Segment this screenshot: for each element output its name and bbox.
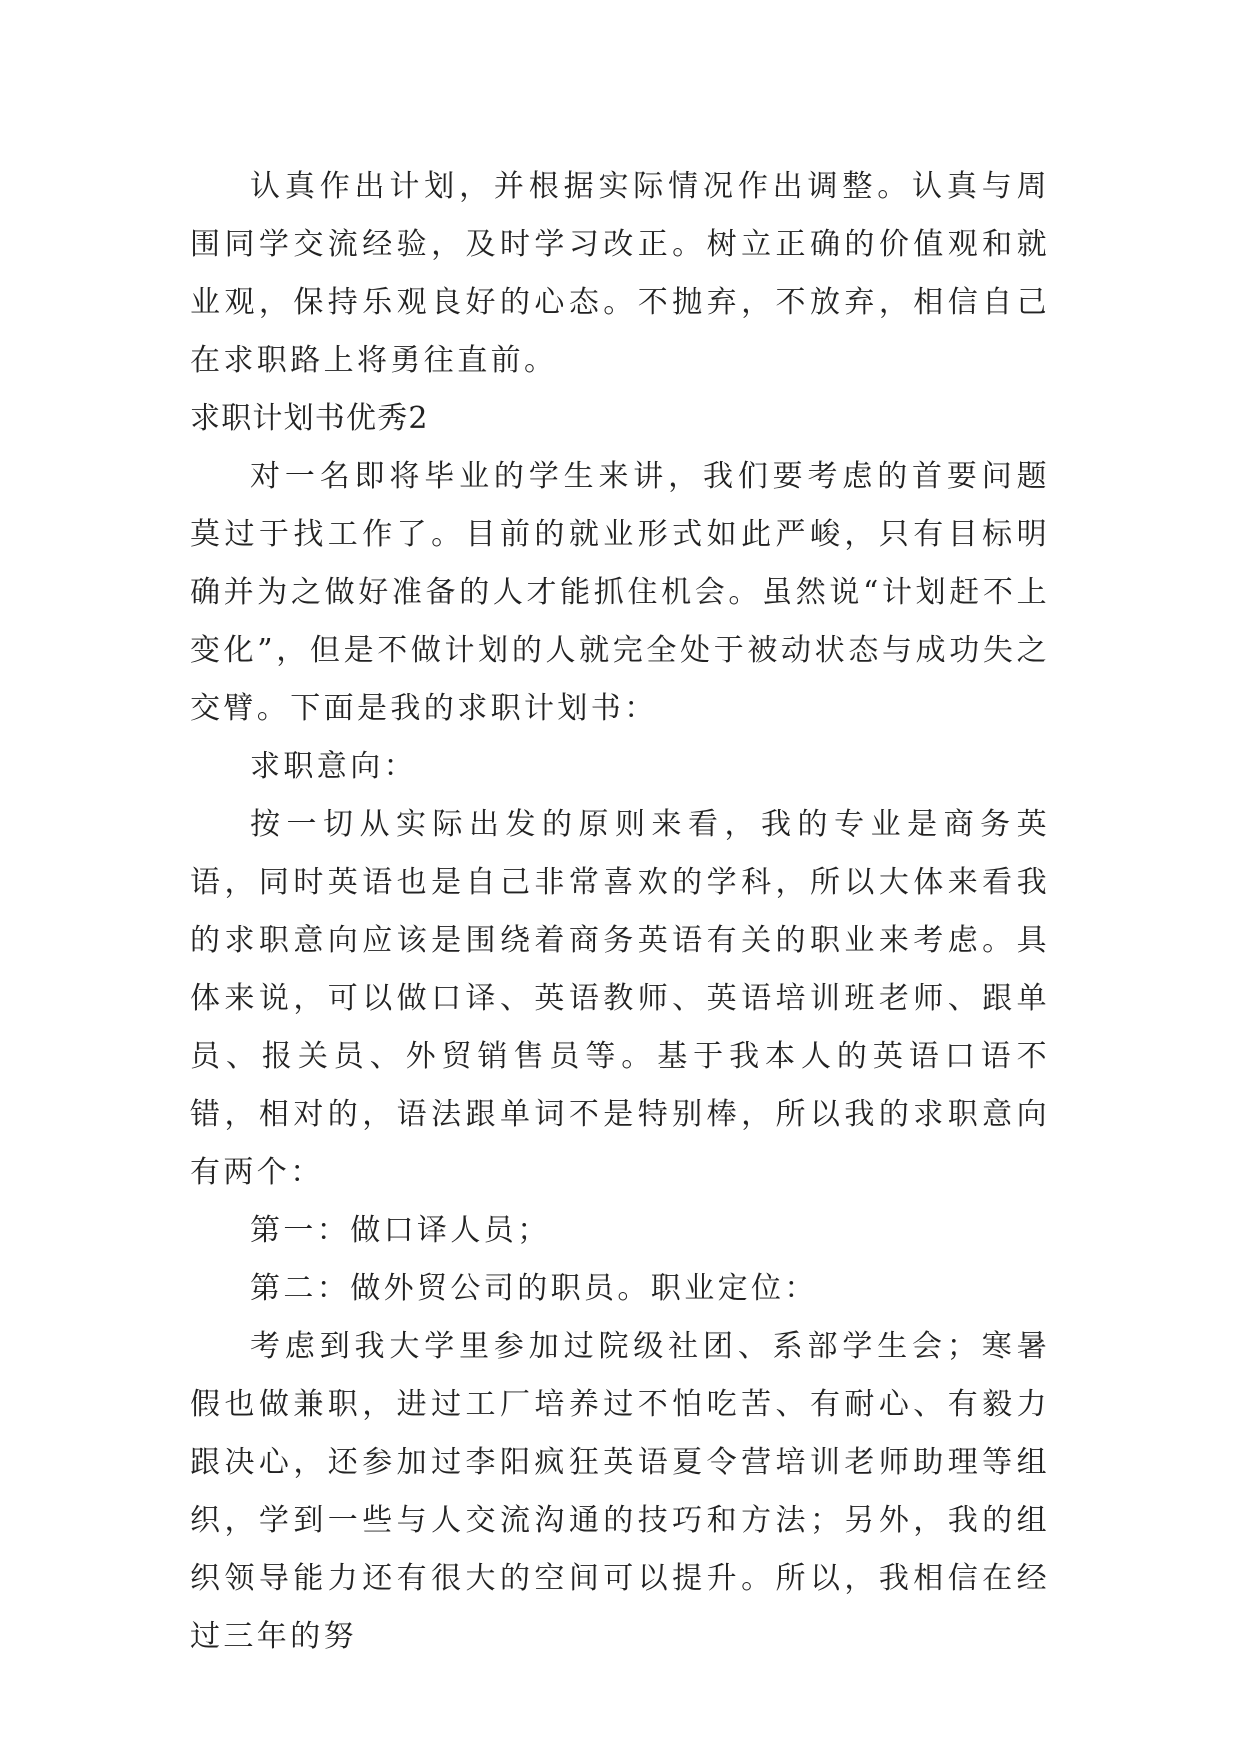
- paragraph-second-option: 第二：做外贸公司的职员。职业定位：: [250, 1271, 818, 1306]
- paragraph-career-positioning: 考虑到我大学里参加过院级社团、系部学生会；寒暑假也做兼职，进过工厂培养过不怕吃苦、有耐心、有毅力跟决心，还参加过李阳疯狂英语夏令营培训老师助理等组织，学到一些与人交流沟通的技巧和方法；另外，我的组织领导能力还有很大的空间可以提升。所以，我相信在经过三年的努: [190, 1329, 1050, 1654]
- paragraph-first-option: 第一：做口译人员；: [250, 1213, 551, 1248]
- paragraph-job-intention-label: 求职意向：: [250, 749, 417, 784]
- document-body: [190, 158, 1050, 1666]
- paragraph-introduction: 对一名即将毕业的学生来讲，我们要考虑的首要问题莫过于找工作了。目前的就业形式如此严峻，只有目标明确并为之做好准备的人才能抓住机会。虽然说“计划赶不上变化”，但是不做计划的人就完全处于被动状态与成功失之交臂。下面是我的求职计划书：: [190, 459, 1050, 726]
- section-heading: 求职计划书优秀2: [190, 401, 429, 436]
- paragraph-job-intention: 按一切从实际出发的原则来看，我的专业是商务英语，同时英语也是自己非常喜欢的学科，所以大体来看我的求职意向应该是围绕着商务英语有关的职业来考虑。具体来说，可以做口译、英语教师、英语培训班老师、跟单员、报关员、外贸销售员等。基于我本人的英语口语不错，相对的，语法跟单词不是特别棒，所以我的求职意向有两个：: [190, 807, 1050, 1190]
- paragraph-plan-adjustment: 认真作出计划，并根据实际情况作出调整。认真与周围同学交流经验，及时学习改正。树立正确的价值观和就业观，保持乐观良好的心态。不抛弃，不放弃，相信自己在求职路上将勇往直前。: [190, 169, 1050, 378]
